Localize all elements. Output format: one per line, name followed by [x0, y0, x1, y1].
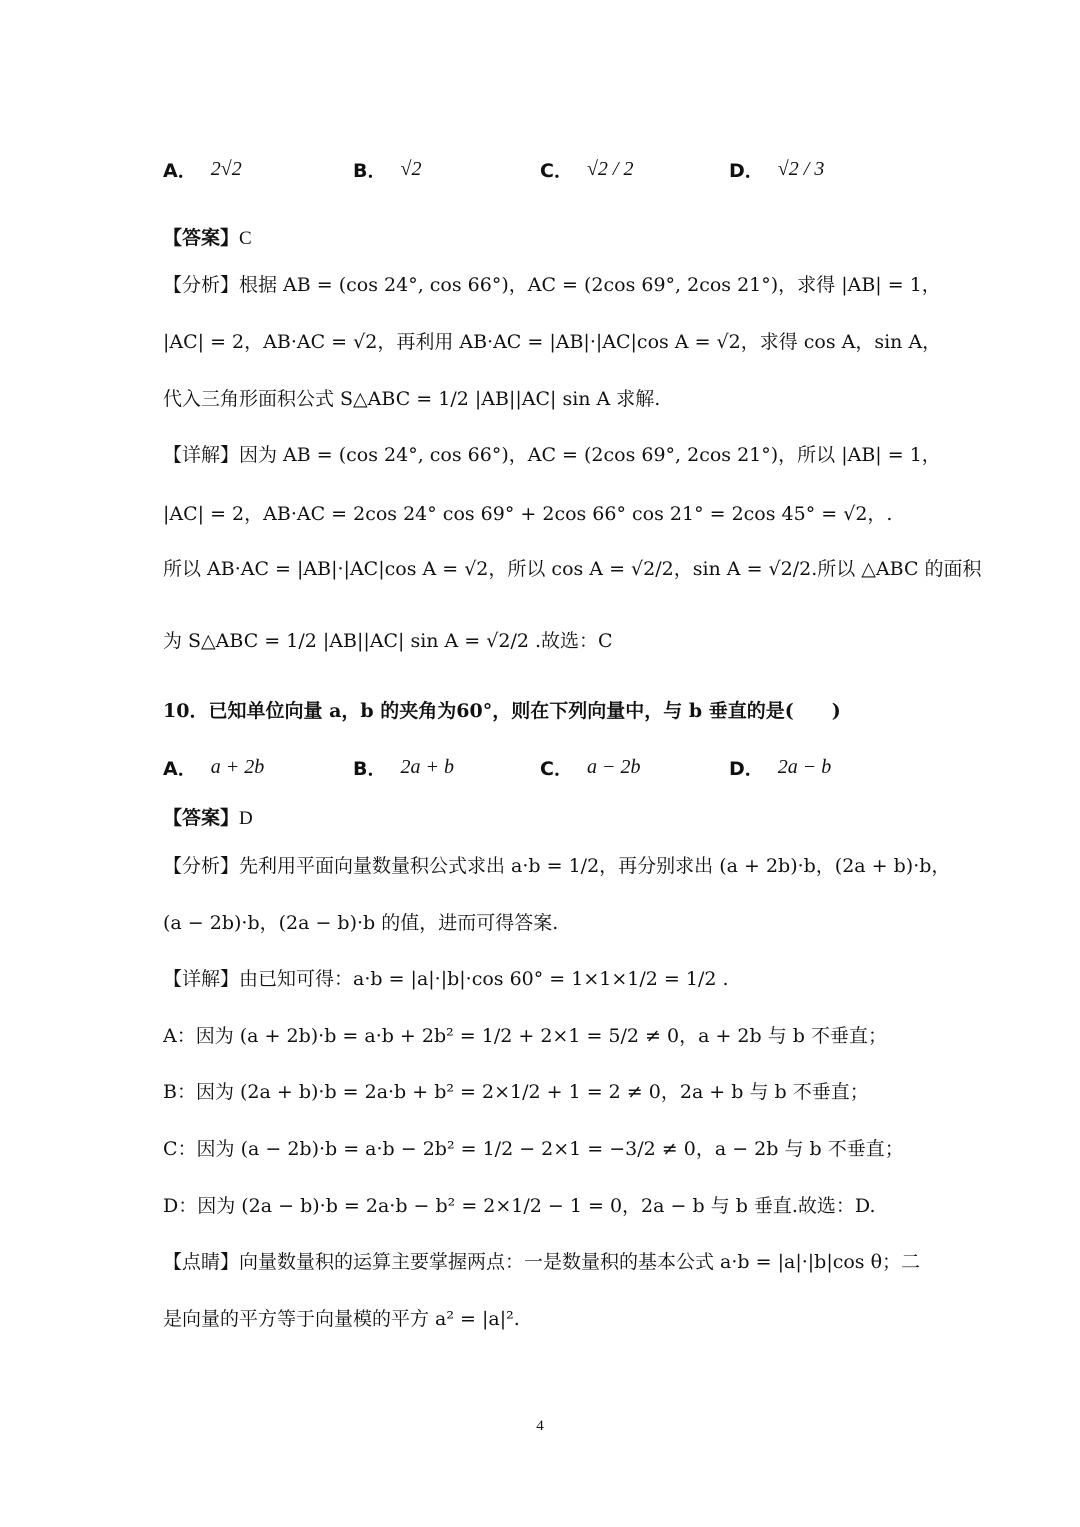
page-number: 4 — [536, 1418, 544, 1434]
option-value: √2 — [400, 158, 422, 180]
detail-tag: 【详解】 — [163, 444, 240, 466]
detail-text: 由已知可得：a·b = |a|·|b|·cos 60° = 1×1×1/2 = 1/2 . — [239, 968, 729, 990]
q10-answer — [163, 807, 923, 831]
answer-tag: 【答案】 — [163, 227, 240, 249]
option-value: √2 / 3 — [777, 158, 825, 180]
q10-option-a — [163, 754, 264, 781]
q10-detail-line-d: D：因为 (2a − b)·b = 2a·b − b² = 2×1/2 − 1 = 0，2a − b 与 b 垂直.故选：D. — [163, 1195, 876, 1217]
q9-option-b — [353, 156, 421, 183]
q9-analysis-line-1 — [163, 274, 941, 297]
q10-option-d — [729, 754, 831, 781]
q9-option-d — [729, 156, 824, 183]
q9-analysis-line-2: |AC| = 2，AB·AC = √2，再利用 AB·AC = |AB|·|AC|cos A = √2，求得 cos A，sin A， — [163, 331, 942, 353]
comment-text: 向量数量积的运算主要掌握两点：一是数量积的基本公式 a·b = |a|·|b|cos θ；二 — [239, 1251, 921, 1273]
q9-detail-line-3: 所以 AB·AC = |AB|·|AC|cos A = √2，所以 cos A = √2/2，sin A = √2/2.所以 △ABC 的面积 — [163, 558, 982, 580]
q10-detail-line-1 — [163, 968, 923, 991]
q9-answer — [163, 227, 923, 251]
option-letter: A． — [163, 160, 197, 182]
q9-detail-line-1 — [163, 444, 941, 467]
question-10 — [163, 700, 923, 723]
detail-tag: 【详解】 — [163, 968, 240, 990]
option-value: a + 2b — [210, 756, 265, 778]
q10-comment-line-1 — [163, 1251, 923, 1274]
q9-option-a — [163, 156, 242, 183]
comment-tag: 【点睛】 — [163, 1251, 240, 1273]
option-letter: D． — [729, 758, 764, 780]
q10-option-b — [353, 754, 454, 781]
option-value: 2√2 — [210, 158, 242, 180]
answer-tag: 【答案】 — [163, 807, 240, 829]
option-value: 2a + b — [400, 756, 454, 778]
option-letter: D． — [729, 160, 764, 182]
option-value: √2 / 2 — [586, 158, 634, 180]
detail-text: 因为 AB = (cos 24°, cos 66°)，AC = (2cos 69°, 2cos 21°)，所以 |AB| = 1， — [239, 444, 941, 466]
q9-option-c — [540, 156, 634, 183]
q10-detail-line-b: B：因为 (2a + b)·b = 2a·b + b² = 2×1/2 + 1 = 2 ≠ 0，2a + b 与 b 不垂直； — [163, 1081, 869, 1103]
q9-detail-line-4: 为 S△ABC = 1/2 |AB||AC| sin A = √2/2 .故选：C — [163, 630, 613, 652]
answer-value: C — [239, 228, 252, 249]
question-text: 已知单位向量 a，b 的夹角为60°，则在下列向量中，与 b 垂直的是( ) — [208, 700, 841, 722]
q9-analysis-line-3: 代入三角形面积公式 S△ABC = 1/2 |AB||AC| sin A 求解. — [163, 388, 661, 410]
q10-detail-line-a: A：因为 (a + 2b)·b = a·b + 2b² = 1/2 + 2×1 = 5/2 ≠ 0，a + 2b 与 b 不垂直； — [163, 1025, 887, 1047]
option-value: a − 2b — [586, 756, 641, 778]
q9-options — [163, 148, 923, 208]
q9-detail-line-2: |AC| = 2，AB·AC = 2cos 24° cos 69° + 2cos 66° cos 21° = 2cos 45° = √2，. — [163, 503, 893, 525]
answer-value: D — [239, 808, 253, 829]
q10-analysis-line-1 — [163, 855, 951, 878]
option-letter: B． — [353, 758, 387, 780]
q10-detail-line-c: C：因为 (a − 2b)·b = a·b − 2b² = 1/2 − 2×1 = −3/2 ≠ 0，a − 2b 与 b 不垂直； — [163, 1138, 904, 1160]
option-letter: C． — [540, 160, 573, 182]
q10-comment-line-2: 是向量的平方等于向量模的平方 a² = |a|². — [163, 1308, 520, 1330]
option-letter: C． — [540, 758, 573, 780]
option-value: 2a − b — [777, 756, 832, 778]
q10-analysis-line-2: (a − 2b)·b，(2a − b)·b 的值，进而可得答案. — [163, 912, 559, 934]
analysis-text: 先利用平面向量数量积公式求出 a·b = 1/2，再分别求出 (a + 2b)·b，(2a + b)·b， — [239, 855, 951, 877]
option-letter: B． — [353, 160, 387, 182]
analysis-tag: 【分析】 — [163, 274, 240, 296]
q10-option-c — [540, 754, 640, 781]
q10-options — [163, 754, 923, 814]
analysis-text: 根据 AB = (cos 24°, cos 66°)，AC = (2cos 69°, 2cos 21°)，求得 |AB| = 1， — [239, 274, 941, 296]
option-letter: A． — [163, 758, 197, 780]
question-number: 10． — [163, 700, 209, 722]
analysis-tag: 【分析】 — [163, 855, 240, 877]
